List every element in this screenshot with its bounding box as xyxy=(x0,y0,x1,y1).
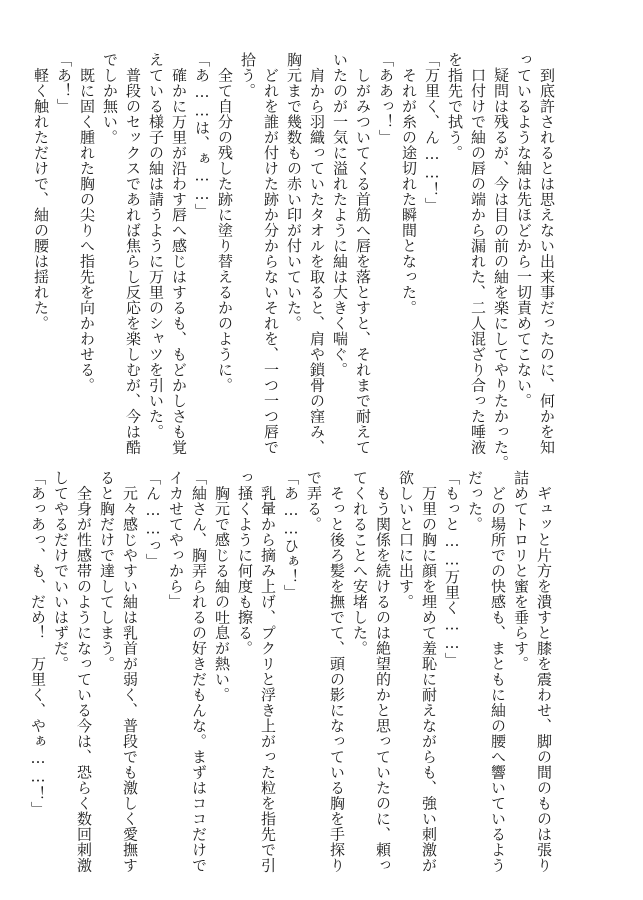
text-line: 「万里く、ん……！」 xyxy=(423,52,441,213)
text-line: 拾う。 xyxy=(239,52,257,99)
text-line: 「ああっ！」 xyxy=(377,52,395,145)
text-line: 「紬さん、胸弄られるの好きだもんな。まずはココだけで xyxy=(190,470,208,873)
text-line: いたのが一気に溢れたように紬は大きく喘ぐ。 xyxy=(331,52,349,378)
text-line: どれを誰が付けた跡か分からないそれを、一つ一つ唇で xyxy=(262,52,280,455)
text-line: 到底許されるとは思えない出来事だったのに、何かを知 xyxy=(538,52,556,455)
text-line: 既に固く腫れた胸の尖りへ指先を向かわせる。 xyxy=(78,52,96,393)
upper-text-block xyxy=(32,52,558,471)
text-line: で弄る。 xyxy=(305,470,323,532)
text-line: 元々感じやすい紬は乳首が弱く、普段でも激しく愛撫す xyxy=(121,470,139,873)
text-line: 普段のセックスであれば焦らし反応を楽しむが、今は酷 xyxy=(124,52,142,455)
text-line: 乳暈から摘み上げ、プクリと浮き上がった粒を指先で引 xyxy=(259,470,277,873)
text-line: 詰めてトロリと蜜を垂らす。 xyxy=(512,470,530,672)
text-line: えている様子の紬は請うように万里のシャツを引いた。 xyxy=(147,52,165,440)
text-line: 全身が性感帯のようになっている今は、恐らく数回刺激 xyxy=(75,470,93,873)
text-line: 「もっと……万里く……」 xyxy=(443,470,461,668)
text-line: っているような紬は先ほどから一切責めてこない。 xyxy=(515,52,533,409)
text-line: どの場所での快感も、まともに紬の腰へ響いているよう xyxy=(489,470,507,873)
text-line: イカせてやっから」 xyxy=(167,470,185,610)
text-line: 肩から羽織っていたタオルを取ると、肩や鎖骨の窪み、 xyxy=(308,52,326,455)
text-line: もう関係を続けるのは絶望的かと思っていたのに、頼っ xyxy=(374,470,392,873)
text-line: を指先で拭う。 xyxy=(446,52,464,161)
text-line: ると胸だけで達してしまう。 xyxy=(98,470,116,672)
text-line: てくれることへ安堵した。 xyxy=(351,470,369,656)
text-line: 胸元で感じる紬の吐息が熱い。 xyxy=(213,470,231,703)
text-line: 「あっあっ、も、だめ！ 万里く、やぁ……！」 xyxy=(29,470,47,817)
text-line: っ掻くように何度も擦る。 xyxy=(236,470,254,656)
text-line: しがみついてくる首筋へ唇を落とすと、それまで耐えて xyxy=(354,52,372,455)
text-line: 欲しいと口に出す。 xyxy=(397,470,415,610)
text-line: 全て自分の残した跡に塗り替えるかのように。 xyxy=(216,52,234,393)
text-line: 確かに万里が沿わす唇へ感じはするも、もどかしさも覚 xyxy=(170,52,188,455)
text-line: 「あ！」 xyxy=(55,52,73,114)
text-line: そっと後ろ髪を撫でて、頭の影になっている胸を手探り xyxy=(328,470,346,873)
text-line: してやるだけでいいはずだ。 xyxy=(52,470,70,672)
text-line: 「あ……ひぁ！」 xyxy=(282,470,300,600)
text-line: 胸元まで幾数もの赤い印が付いていた。 xyxy=(285,52,303,331)
text-line: 軽く触れただけで、紬の腰は揺れた。 xyxy=(32,52,50,331)
text-line: 万里の胸に顔を埋めて羞恥に耐えながらも、強い刺激が xyxy=(420,470,438,873)
text-line: ギュッと片方を潰すと膝を震わせ、脚の間のものは張り xyxy=(535,470,553,873)
text-line: 「ん……っ」 xyxy=(144,470,162,569)
text-line: 疑問は残るが、今は目の前の紬を楽にしてやりたかった。 xyxy=(492,52,510,471)
text-line: でしか無い。 xyxy=(101,52,119,145)
lower-text-block xyxy=(29,470,555,873)
text-line: それが糸の途切れた瞬間となった。 xyxy=(400,52,418,316)
text-line: 口付けで紬の唇の端から漏れた、二人混ざり合った唾液 xyxy=(469,52,487,455)
text-line: だった。 xyxy=(466,470,484,532)
text-line: 「あ……は、ぁ……」 xyxy=(193,52,211,219)
